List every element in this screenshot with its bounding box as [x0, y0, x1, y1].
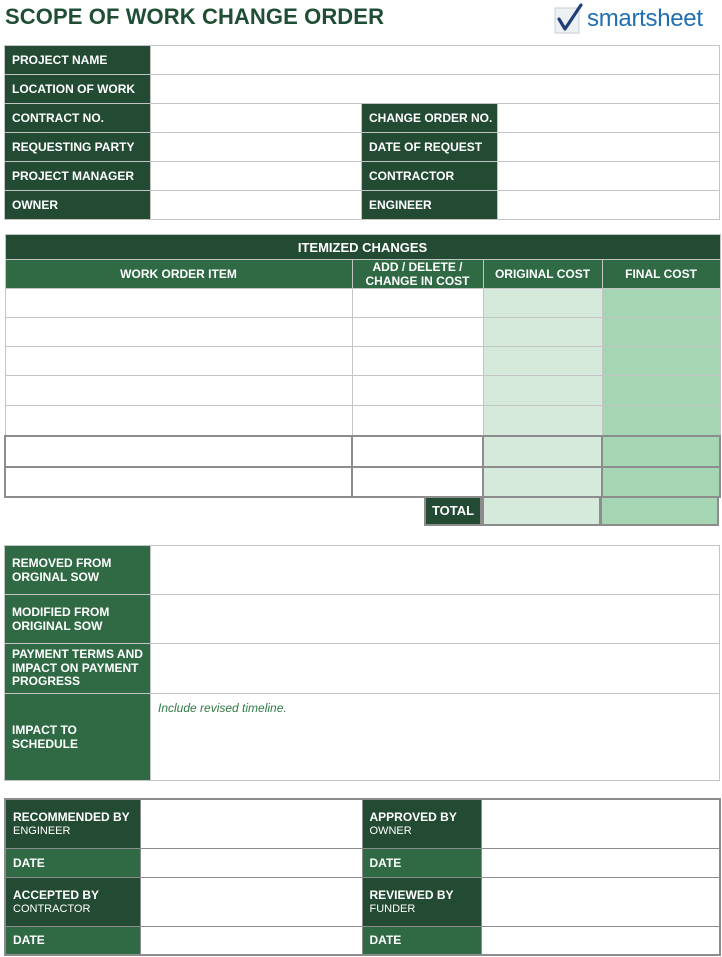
project-manager-field[interactable] [151, 162, 362, 191]
itemized-changes-header: ITEMIZED CHANGES [5, 235, 720, 260]
item-cell[interactable] [5, 318, 352, 347]
table-row [5, 289, 720, 318]
logo-text: smartsheet [587, 5, 703, 32]
item-cell[interactable] [5, 376, 352, 406]
item-cell[interactable] [5, 436, 352, 467]
recommended-by-title: RECOMMENDED BY [13, 809, 130, 824]
signature-table [4, 798, 721, 956]
contract-no-label: CONTRACT NO. [5, 104, 151, 133]
payment-label: PAYMENT TERMS AND IMPACT ON PAYMENT PROGRESS [5, 644, 151, 694]
accepted-by-title: ACCEPTED BY [13, 887, 100, 902]
payment-field[interactable] [151, 644, 720, 694]
original-cost-cell[interactable] [483, 406, 602, 436]
approved-by-title: APPROVED BY [369, 809, 457, 824]
approved-date-field[interactable] [481, 848, 720, 877]
change-order-no-field[interactable] [498, 104, 720, 133]
location-label: LOCATION OF WORK [5, 75, 151, 104]
date-label: DATE [362, 848, 481, 877]
approved-by-label [362, 799, 481, 848]
final-cost-cell[interactable] [602, 406, 720, 436]
date-of-request-field[interactable] [498, 133, 720, 162]
itemized-changes-table [4, 234, 721, 498]
final-cost-cell[interactable] [602, 467, 720, 497]
removed-label: REMOVED FROM ORGINAL SOW [5, 546, 151, 595]
table-row [5, 436, 720, 467]
table-row [5, 467, 720, 497]
change-cell[interactable] [352, 318, 483, 347]
project-manager-label: PROJECT MANAGER [5, 162, 151, 191]
col-final-cost: FINAL COST [602, 260, 720, 289]
project-info-table [4, 45, 720, 220]
change-cell[interactable] [352, 376, 483, 406]
engineer-field[interactable] [498, 191, 720, 220]
reviewed-date-field[interactable] [481, 926, 720, 955]
table-row [5, 406, 720, 436]
contract-no-field[interactable] [151, 104, 362, 133]
final-cost-cell[interactable] [602, 318, 720, 347]
col-original-cost: ORIGINAL COST [483, 260, 602, 289]
item-cell[interactable] [5, 406, 352, 436]
date-of-request-label: DATE OF REQUEST [362, 133, 498, 162]
table-row [5, 347, 720, 376]
removed-field[interactable] [151, 546, 720, 595]
approved-by-sub: OWNER [369, 824, 412, 837]
change-cell[interactable] [352, 467, 483, 497]
change-cell[interactable] [352, 289, 483, 318]
owner-label: OWNER [5, 191, 151, 220]
original-cost-cell[interactable] [483, 436, 602, 467]
final-cost-cell[interactable] [602, 376, 720, 406]
accepted-by-sub: CONTRACTOR [13, 902, 91, 915]
original-cost-cell[interactable] [483, 318, 602, 347]
recommended-date-field[interactable] [140, 848, 362, 877]
accepted-date-field[interactable] [140, 926, 362, 955]
recommended-by-field[interactable] [140, 799, 362, 848]
change-cell[interactable] [352, 406, 483, 436]
reviewed-by-label [362, 877, 481, 926]
date-label: DATE [5, 848, 140, 877]
reviewed-by-title: REVIEWED BY [369, 887, 454, 902]
table-row [5, 376, 720, 406]
final-cost-cell[interactable] [602, 347, 720, 376]
col-change-in-cost: ADD / DELETE / CHANGE IN COST [352, 260, 483, 289]
smartsheet-logo [553, 2, 703, 36]
table-row [5, 318, 720, 347]
date-label: DATE [5, 926, 140, 955]
recommended-by-sub: ENGINEER [13, 824, 71, 837]
owner-field[interactable] [151, 191, 362, 220]
location-field[interactable] [151, 75, 720, 104]
item-cell[interactable] [5, 467, 352, 497]
checkmark-icon [553, 3, 585, 35]
original-cost-cell[interactable] [483, 376, 602, 406]
final-cost-cell[interactable] [602, 436, 720, 467]
modified-field[interactable] [151, 595, 720, 644]
change-cell[interactable] [352, 347, 483, 376]
requesting-party-label: REQUESTING PARTY [5, 133, 151, 162]
item-cell[interactable] [5, 289, 352, 318]
schedule-note[interactable]: Include revised timeline. [151, 694, 720, 781]
col-work-order-item: WORK ORDER ITEM [5, 260, 352, 289]
original-cost-cell[interactable] [483, 289, 602, 318]
original-cost-cell[interactable] [483, 347, 602, 376]
accepted-by-field[interactable] [140, 877, 362, 926]
project-name-label: PROJECT NAME [5, 46, 151, 75]
item-cell[interactable] [5, 347, 352, 376]
change-cell[interactable] [352, 436, 483, 467]
approved-by-field[interactable] [481, 799, 720, 848]
reviewed-by-sub: FUNDER [369, 902, 416, 915]
contractor-label: CONTRACTOR [362, 162, 498, 191]
change-order-no-label: CHANGE ORDER NO. [362, 104, 498, 133]
total-label: TOTAL [424, 496, 482, 526]
modified-label: MODIFIED FROM ORIGINAL SOW [5, 595, 151, 644]
contractor-field[interactable] [498, 162, 720, 191]
total-original-cost[interactable] [482, 496, 601, 526]
schedule-label: IMPACT TO SCHEDULE [5, 694, 151, 781]
scope-table [4, 545, 720, 781]
accepted-by-label [5, 877, 140, 926]
page-title: SCOPE OF WORK CHANGE ORDER [5, 4, 385, 29]
recommended-by-label [5, 799, 140, 848]
engineer-label: ENGINEER [362, 191, 498, 220]
project-name-field[interactable] [151, 46, 720, 75]
reviewed-by-field[interactable] [481, 877, 720, 926]
requesting-party-field[interactable] [151, 133, 362, 162]
final-cost-cell[interactable] [602, 289, 720, 318]
original-cost-cell[interactable] [483, 467, 602, 497]
date-label: DATE [362, 926, 481, 955]
total-final-cost[interactable] [600, 496, 719, 526]
